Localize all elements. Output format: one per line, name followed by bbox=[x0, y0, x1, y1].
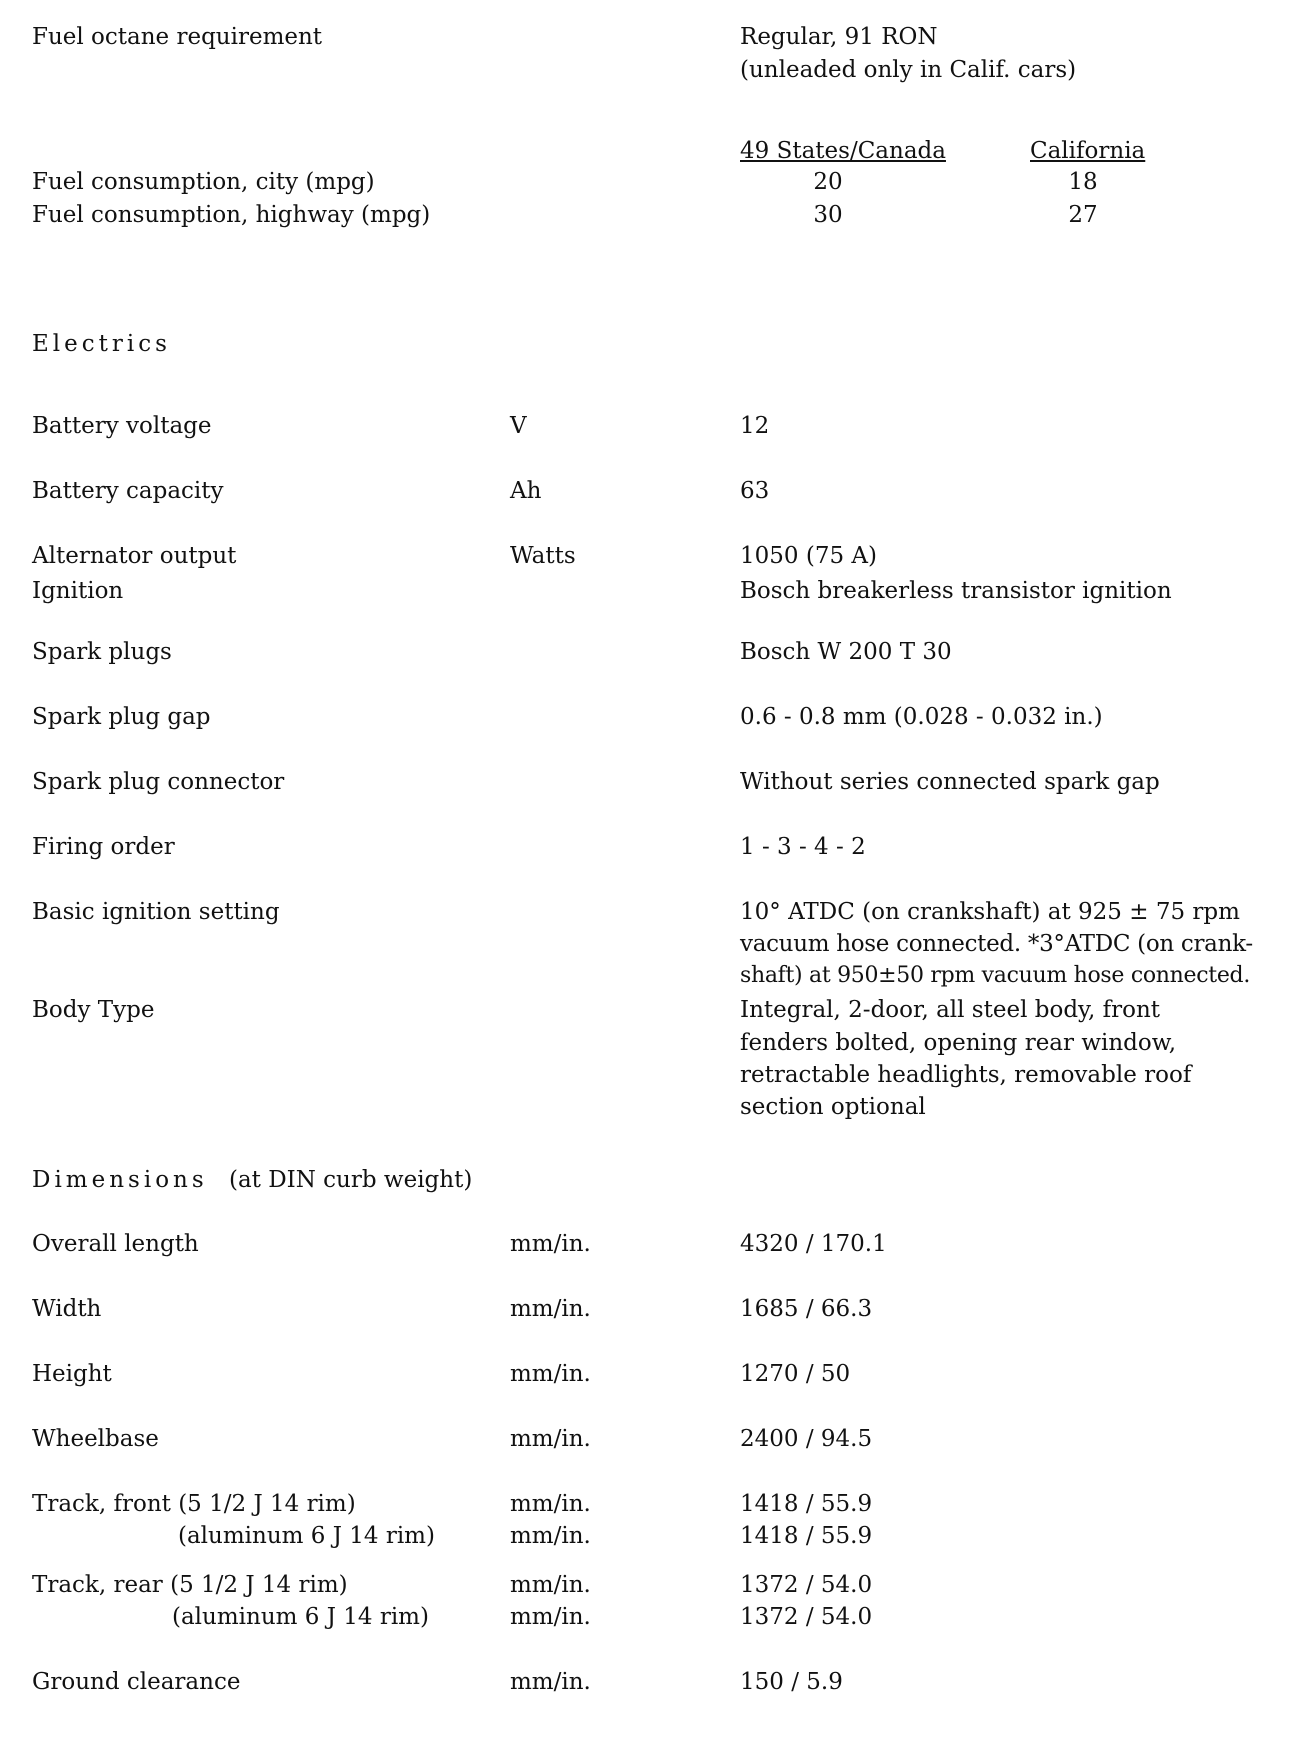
spark-plugs-value: Bosch W 200 T 30 bbox=[740, 639, 952, 665]
battery-capacity-unit: Ah bbox=[510, 478, 542, 504]
battery-voltage-value: 12 bbox=[740, 413, 770, 439]
track-front-label: Track, front (5 1/2 J 14 rim) bbox=[32, 1491, 356, 1517]
ground-clearance-label: Ground clearance bbox=[32, 1669, 241, 1695]
battery-voltage-unit: V bbox=[510, 413, 527, 439]
spark-plug-gap-label: Spark plug gap bbox=[32, 704, 211, 730]
overall-length-value: 4320 / 170.1 bbox=[740, 1231, 887, 1257]
height-value: 1270 / 50 bbox=[740, 1361, 851, 1387]
track-rear-label: Track, rear (5 1/2 J 14 rim) bbox=[32, 1572, 348, 1598]
alternator-unit: Watts bbox=[510, 543, 576, 569]
battery-capacity-label: Battery capacity bbox=[32, 478, 224, 504]
fuel-city-value-49: 20 bbox=[813, 169, 843, 195]
dimensions-heading-title: Dimensions bbox=[32, 1167, 208, 1193]
firing-order-value: 1 - 3 - 4 - 2 bbox=[740, 834, 866, 860]
ground-clearance-value: 150 / 5.9 bbox=[740, 1669, 843, 1695]
battery-voltage-label: Battery voltage bbox=[32, 413, 212, 439]
track-rear-alu-label: (aluminum 6 J 14 rim) bbox=[172, 1604, 429, 1630]
ignition-value: Bosch breakerless transistor ignition bbox=[740, 578, 1172, 604]
body-type-value-1: Integral, 2-door, all steel body, front bbox=[740, 997, 1161, 1023]
basic-ignition-value-2: vacuum hose connected. *3°ATDC (on crank- bbox=[740, 931, 1253, 957]
wheelbase-unit: mm/in. bbox=[510, 1426, 591, 1452]
body-type-value-2: fenders bolted, opening rear window, bbox=[740, 1030, 1177, 1056]
fuel-octane-label: Fuel octane requirement bbox=[32, 24, 323, 50]
dimensions-heading-note: (at DIN curb weight) bbox=[228, 1167, 473, 1193]
fuel-city-label: Fuel consumption, city (mpg) bbox=[32, 169, 375, 195]
column-header-california: California bbox=[1030, 138, 1146, 164]
fuel-octane-value-2: (unleaded only in Calif. cars) bbox=[740, 57, 1077, 83]
width-value: 1685 / 66.3 bbox=[740, 1296, 873, 1322]
overall-length-unit: mm/in. bbox=[510, 1231, 591, 1257]
alternator-value: 1050 (75 A) bbox=[740, 543, 877, 569]
wheelbase-label: Wheelbase bbox=[32, 1426, 159, 1452]
fuel-highway-value-49: 30 bbox=[813, 202, 843, 228]
width-label: Width bbox=[32, 1296, 102, 1322]
dimensions-heading bbox=[32, 1165, 472, 1195]
height-label: Height bbox=[32, 1361, 112, 1387]
battery-capacity-value: 63 bbox=[740, 478, 770, 504]
spark-plug-connector-label: Spark plug connector bbox=[32, 769, 285, 795]
track-front-alu-value: 1418 / 55.9 bbox=[740, 1523, 873, 1549]
basic-ignition-value-1: 10° ATDC (on crankshaft) at 925 ± 75 rpm bbox=[740, 899, 1240, 925]
track-front-unit: mm/in. bbox=[510, 1491, 591, 1517]
body-type-label: Body Type bbox=[32, 997, 155, 1023]
fuel-highway-value-ca: 27 bbox=[1068, 202, 1098, 228]
wheelbase-value: 2400 / 94.5 bbox=[740, 1426, 873, 1452]
track-rear-unit: mm/in. bbox=[510, 1572, 591, 1598]
basic-ignition-value-3: shaft) at 950±50 rpm vacuum hose connected. bbox=[740, 963, 1251, 988]
ignition-label: Ignition bbox=[32, 578, 124, 604]
overall-length-label: Overall length bbox=[32, 1231, 199, 1257]
track-rear-value: 1372 / 54.0 bbox=[740, 1572, 873, 1598]
track-front-alu-label: (aluminum 6 J 14 rim) bbox=[178, 1523, 435, 1549]
track-rear-alu-unit: mm/in. bbox=[510, 1604, 591, 1630]
electrics-heading: Electrics bbox=[32, 331, 171, 357]
ground-clearance-unit: mm/in. bbox=[510, 1669, 591, 1695]
basic-ignition-label: Basic ignition setting bbox=[32, 899, 280, 925]
fuel-octane-value-1: Regular, 91 RON bbox=[740, 24, 938, 50]
column-header-49-states: 49 States/Canada bbox=[740, 138, 946, 164]
spark-plugs-label: Spark plugs bbox=[32, 639, 172, 665]
body-type-value-4: section optional bbox=[740, 1094, 926, 1120]
body-type-value-3: retractable headlights, removable roof bbox=[740, 1062, 1192, 1088]
firing-order-label: Firing order bbox=[32, 834, 175, 860]
width-unit: mm/in. bbox=[510, 1296, 591, 1322]
alternator-label: Alternator output bbox=[32, 543, 237, 569]
fuel-city-value-ca: 18 bbox=[1068, 169, 1098, 195]
height-unit: mm/in. bbox=[510, 1361, 591, 1387]
track-rear-alu-value: 1372 / 54.0 bbox=[740, 1604, 873, 1630]
track-front-alu-unit: mm/in. bbox=[510, 1523, 591, 1549]
spark-plug-connector-value: Without series connected spark gap bbox=[740, 769, 1160, 795]
fuel-highway-label: Fuel consumption, highway (mpg) bbox=[32, 202, 431, 228]
spark-plug-gap-value: 0.6 - 0.8 mm (0.028 - 0.032 in.) bbox=[740, 704, 1103, 730]
track-front-value: 1418 / 55.9 bbox=[740, 1491, 873, 1517]
